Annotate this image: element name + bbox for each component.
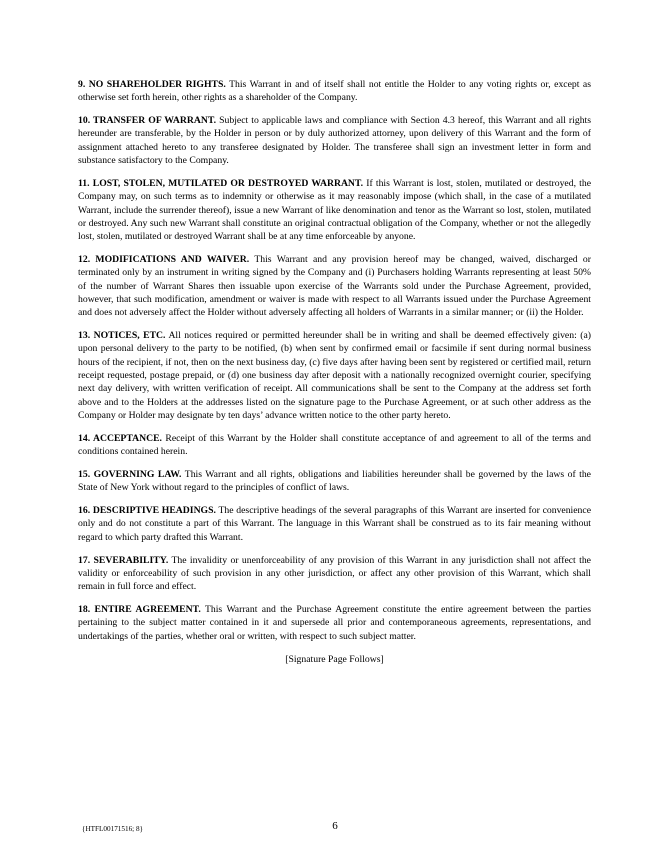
section-10 [78, 114, 591, 167]
section-heading: 9. NO SHAREHOLDER RIGHTS. [78, 79, 226, 90]
section-body: All notices required or permitted hereunder shall be in writing and shall be deemed effectively given: (a) upon personal delivery to the party to be notified, (b) when sent by confirmed email or facsimile if sent during normal business hours of the recipient, if not, then on the next business day, (c) five days after having been sent by registered or certified mail, return receipt requested, postage prepaid, or (d) one business day after deposit with a nationally recognized overnight courier, specifying next day delivery, with written verification of receipt. All communications shall be sent to the Company at the address set forth above and to the Holders at the addresses listed on the signature page to the Purchase Agreement, or at such other address as the Company or Holder may designate by ten days’ advance written notice to the other party hereto. [78, 330, 592, 421]
section-18 [78, 603, 591, 643]
section-body: This Warrant and all rights, obligations and liabilities hereunder shall be governed by the laws of the State of New York without regard to the principles of conflict of laws. [78, 468, 591, 494]
section-heading: 18. ENTIRE AGREEMENT. [78, 604, 201, 616]
section-body: This Warrant in and of itself shall not entitle the Holder to any voting rights or, except as otherwise set forth herein, other rights as a shareholder of the Company. [78, 79, 591, 104]
section-body: Receipt of this Warrant by the Holder shall constitute acceptance of and agreement to all of the terms and conditions contained herein. [78, 432, 591, 458]
section-11 [78, 177, 591, 243]
section-16 [78, 504, 591, 544]
section-heading: 14. ACCEPTANCE. [78, 432, 162, 444]
section-body: If this Warrant is lost, stolen, mutilated or destroyed, the Company may, on such terms as to indemnity or otherwise as it may reasonably impose (which shall, in the case of a mutilated Warrant, include the surrender thereof), issue a new Warrant of like denomination and tenor as the Warrant so lost, stolen, mutilated or destroyed. Any such new Warrant shall constitute an original contractual obligation of the Company, whether or not the allegedly lost, stolen, mutilated or destroyed Warrant shall be at any time enforceable by anyone. [78, 177, 591, 243]
section-body: This Warrant and the Purchase Agreement constitute the entire agreement between the parties pertaining to the subject matter contained in it and supersede all prior and contemporaneous agreements, representations, and undertakings of the parties, whether oral or written, with respect to such subject matter. [78, 604, 591, 642]
section-13 [78, 329, 591, 422]
section-body: Subject to applicable laws and compliance with Section 4.3 hereof, this Warrant and all rights hereunder are transferable, by the Holder in person or by duly authorized attorney, upon delivery of this Warrant and the form of assignment attached hereto to any transferee designated by Holder. The transferee shall sign an investment letter in form and substance satisfactory to the Company. [78, 115, 591, 167]
document-page [78, 78, 591, 666]
document-code: {HTFL00171516; 8} [82, 825, 144, 833]
section-body: The invalidity or unenforceability of any provision of this Warrant in any jurisdiction shall not affect the validity or enforceability of such provision in any other jurisdiction, or affect any other provision of this Warrant, which shall remain in full force and effect. [78, 554, 591, 593]
section-14 [78, 432, 591, 459]
section-15 [78, 468, 591, 495]
section-17 [78, 554, 591, 594]
section-heading: 15. GOVERNING LAW. [78, 468, 182, 480]
page-number: 6 [332, 820, 338, 832]
section-body: The descriptive headings of the several paragraphs of this Warrant are inserted for convenience only and do not constitute a part of this Warrant. The language in this Warrant shall be construed as to its fair meaning without regard to which party drafted this Warrant. [78, 505, 591, 543]
section-heading: 11. LOST, STOLEN, MUTILATED OR DESTROYED WARRANT. [78, 177, 364, 189]
section-12 [78, 253, 591, 319]
section-heading: 17. SEVERABILITY. [78, 554, 169, 566]
signature-page-note: [Signature Page Follows] [285, 653, 384, 665]
section-heading: 13. NOTICES, ETC. [78, 330, 166, 342]
section-heading: 16. DESCRIPTIVE HEADINGS. [78, 505, 216, 517]
section-heading: 10. TRANSFER OF WARRANT. [78, 115, 217, 127]
section-body: This Warrant and any provision hereof may be changed, waived, discharged or terminated only by an instrument in writing signed by the Company and (i) Purchasers holding Warrants representing at least 50% of the number of Warrant Shares then issuable upon exercise of the Warrants sold under the Purchase Agreement, provided, however, that such modification, amendment or waiver is made with respect to all Warrants issued under the Purchase Agreement and does not adversely affect the Holder without adversely affecting all holders of Warrants in a similar manner; or (ii) the Holder. [78, 254, 591, 319]
section-heading: 12. MODIFICATIONS AND WAIVER. [78, 254, 250, 266]
section-9 [78, 78, 591, 105]
